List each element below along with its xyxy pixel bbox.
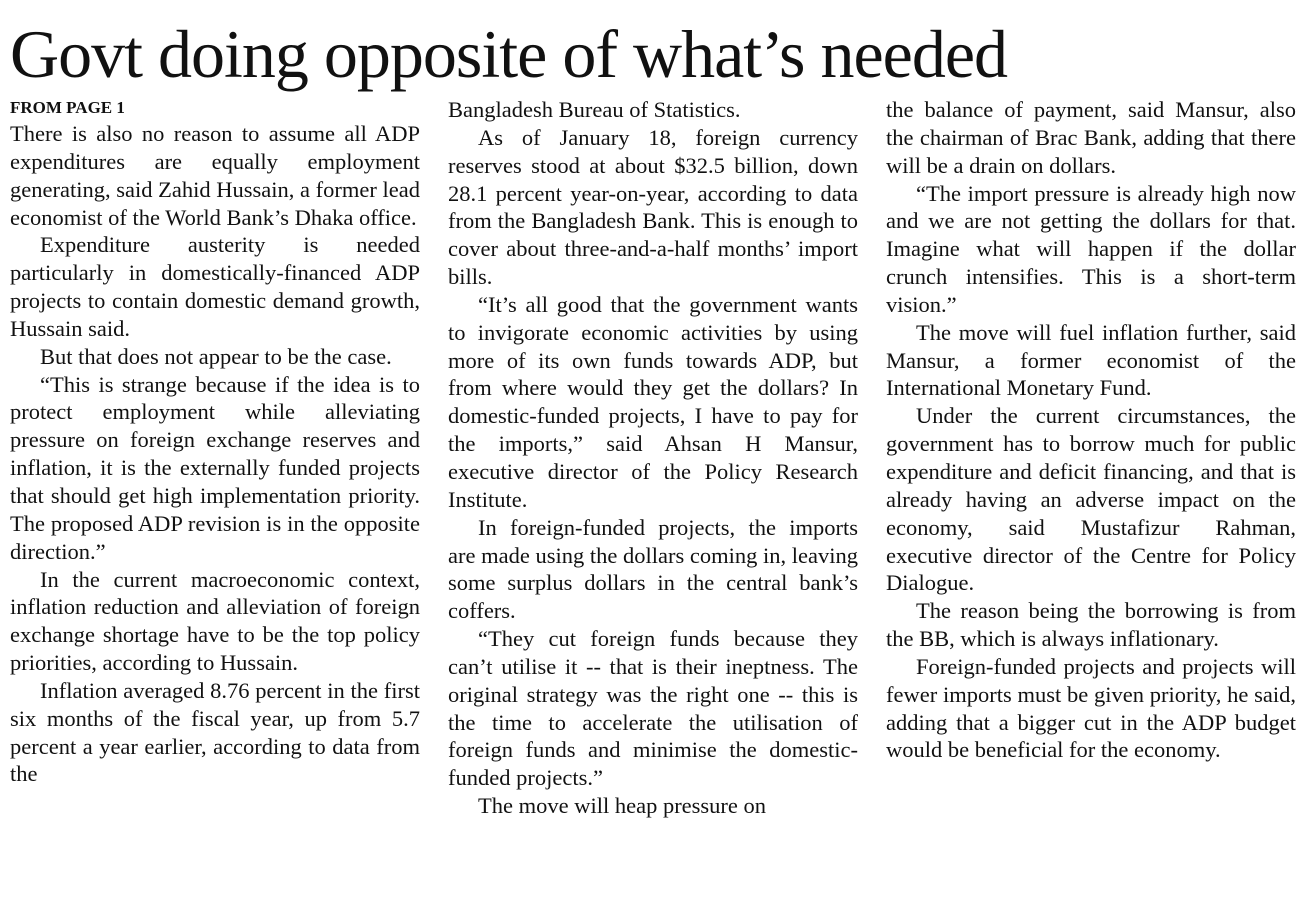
article-column-3 — [886, 96, 1296, 908]
paragraph: “It’s all good that the government wants to invigorate economic activities by using more of its own funds towards ADP, but from where would they get the dollars? In domestic-funded projects, I have to pay for the imports,” said Ahsan H Mansur, executive director of the Policy Research Institute. — [448, 291, 858, 512]
paragraph: As of January 18, foreign currency reserves stood at about $32.5 billion, down 28.1 percent year-on-year, according to data from the Bangladesh Bank. This is enough to cover about three-and-a-half months’ import bills. — [448, 124, 858, 290]
paragraph: Under the current circumstances, the government has to borrow much for public expenditure and deficit financing, and that is already having an adverse impact on the economy, said Mustafizur Rahman, executive director of the Centre for Policy Dialogue. — [886, 403, 1296, 596]
paragraph: In the current macroeconomic context, inflation reduction and alleviation of foreign exchange shortage have to be the top policy priorities, according to Hussain. — [10, 566, 420, 676]
paragraph: The move will fuel inflation further, said Mansur, a former economist of the International Monetary Fund. — [886, 319, 1296, 401]
paragraph: The move will heap pressure on — [478, 793, 767, 819]
article-column-1 — [10, 120, 420, 910]
paragraph: There is also no reason to assume all ADP expenditures are equally employment generating, said Zahid Hussain, a former lead economist of the World Bank’s Dhaka office. — [10, 121, 420, 230]
paragraph: Bangladesh Bureau of Statistics. — [448, 97, 741, 122]
paragraph: “They cut foreign funds because they can’t utilise it -- that is their ineptness. The original strategy was the right one -- this is the time to accelerate the utilisation of foreign funds and minimise the domestic-funded projects.” — [448, 626, 858, 791]
paragraph: Inflation averaged 8.76 percent in the first six months of the fiscal year, up from 5.7 percent a year earlier, according to data from the — [10, 677, 420, 787]
paragraph: Expenditure austerity is needed particularly in domestically-financed ADP projects to contain domestic demand growth, Hussain said. — [10, 232, 420, 341]
paragraph: “The import pressure is already high now and we are not getting the dollars for that. Imagine what will happen if the dollar crunch intensifies. This is a short-term vision.” — [886, 180, 1296, 317]
paragraph: the balance of payment, said Mansur, also the chairman of Brac Bank, adding that there will be a drain on dollars. — [886, 97, 1296, 178]
kicker-from-page: FROM PAGE 1 — [10, 98, 125, 117]
headline: Govt doing opposite of what’s needed — [10, 16, 1008, 92]
paragraph: “This is strange because if the idea is to protect employment while alleviating pressure on foreign exchange reserves and inflation, it is the externally funded projects that should get high implementation priority. The proposed ADP revision is in the opposite direction.” — [10, 371, 420, 564]
paragraph: Foreign-funded projects and projects will fewer imports must be given priority, he said, adding that a bigger cut in the ADP budget would be beneficial for the economy. — [886, 653, 1296, 763]
paragraph: In foreign-funded projects, the imports are made using the dollars coming in, leaving some surplus dollars in the central bank’s coffers. — [448, 514, 858, 624]
article-column-2 — [448, 96, 858, 908]
paragraph: But that does not appear to be the case. — [40, 343, 392, 369]
paragraph: The reason being the borrowing is from the BB, which is always inflationary. — [886, 598, 1296, 652]
